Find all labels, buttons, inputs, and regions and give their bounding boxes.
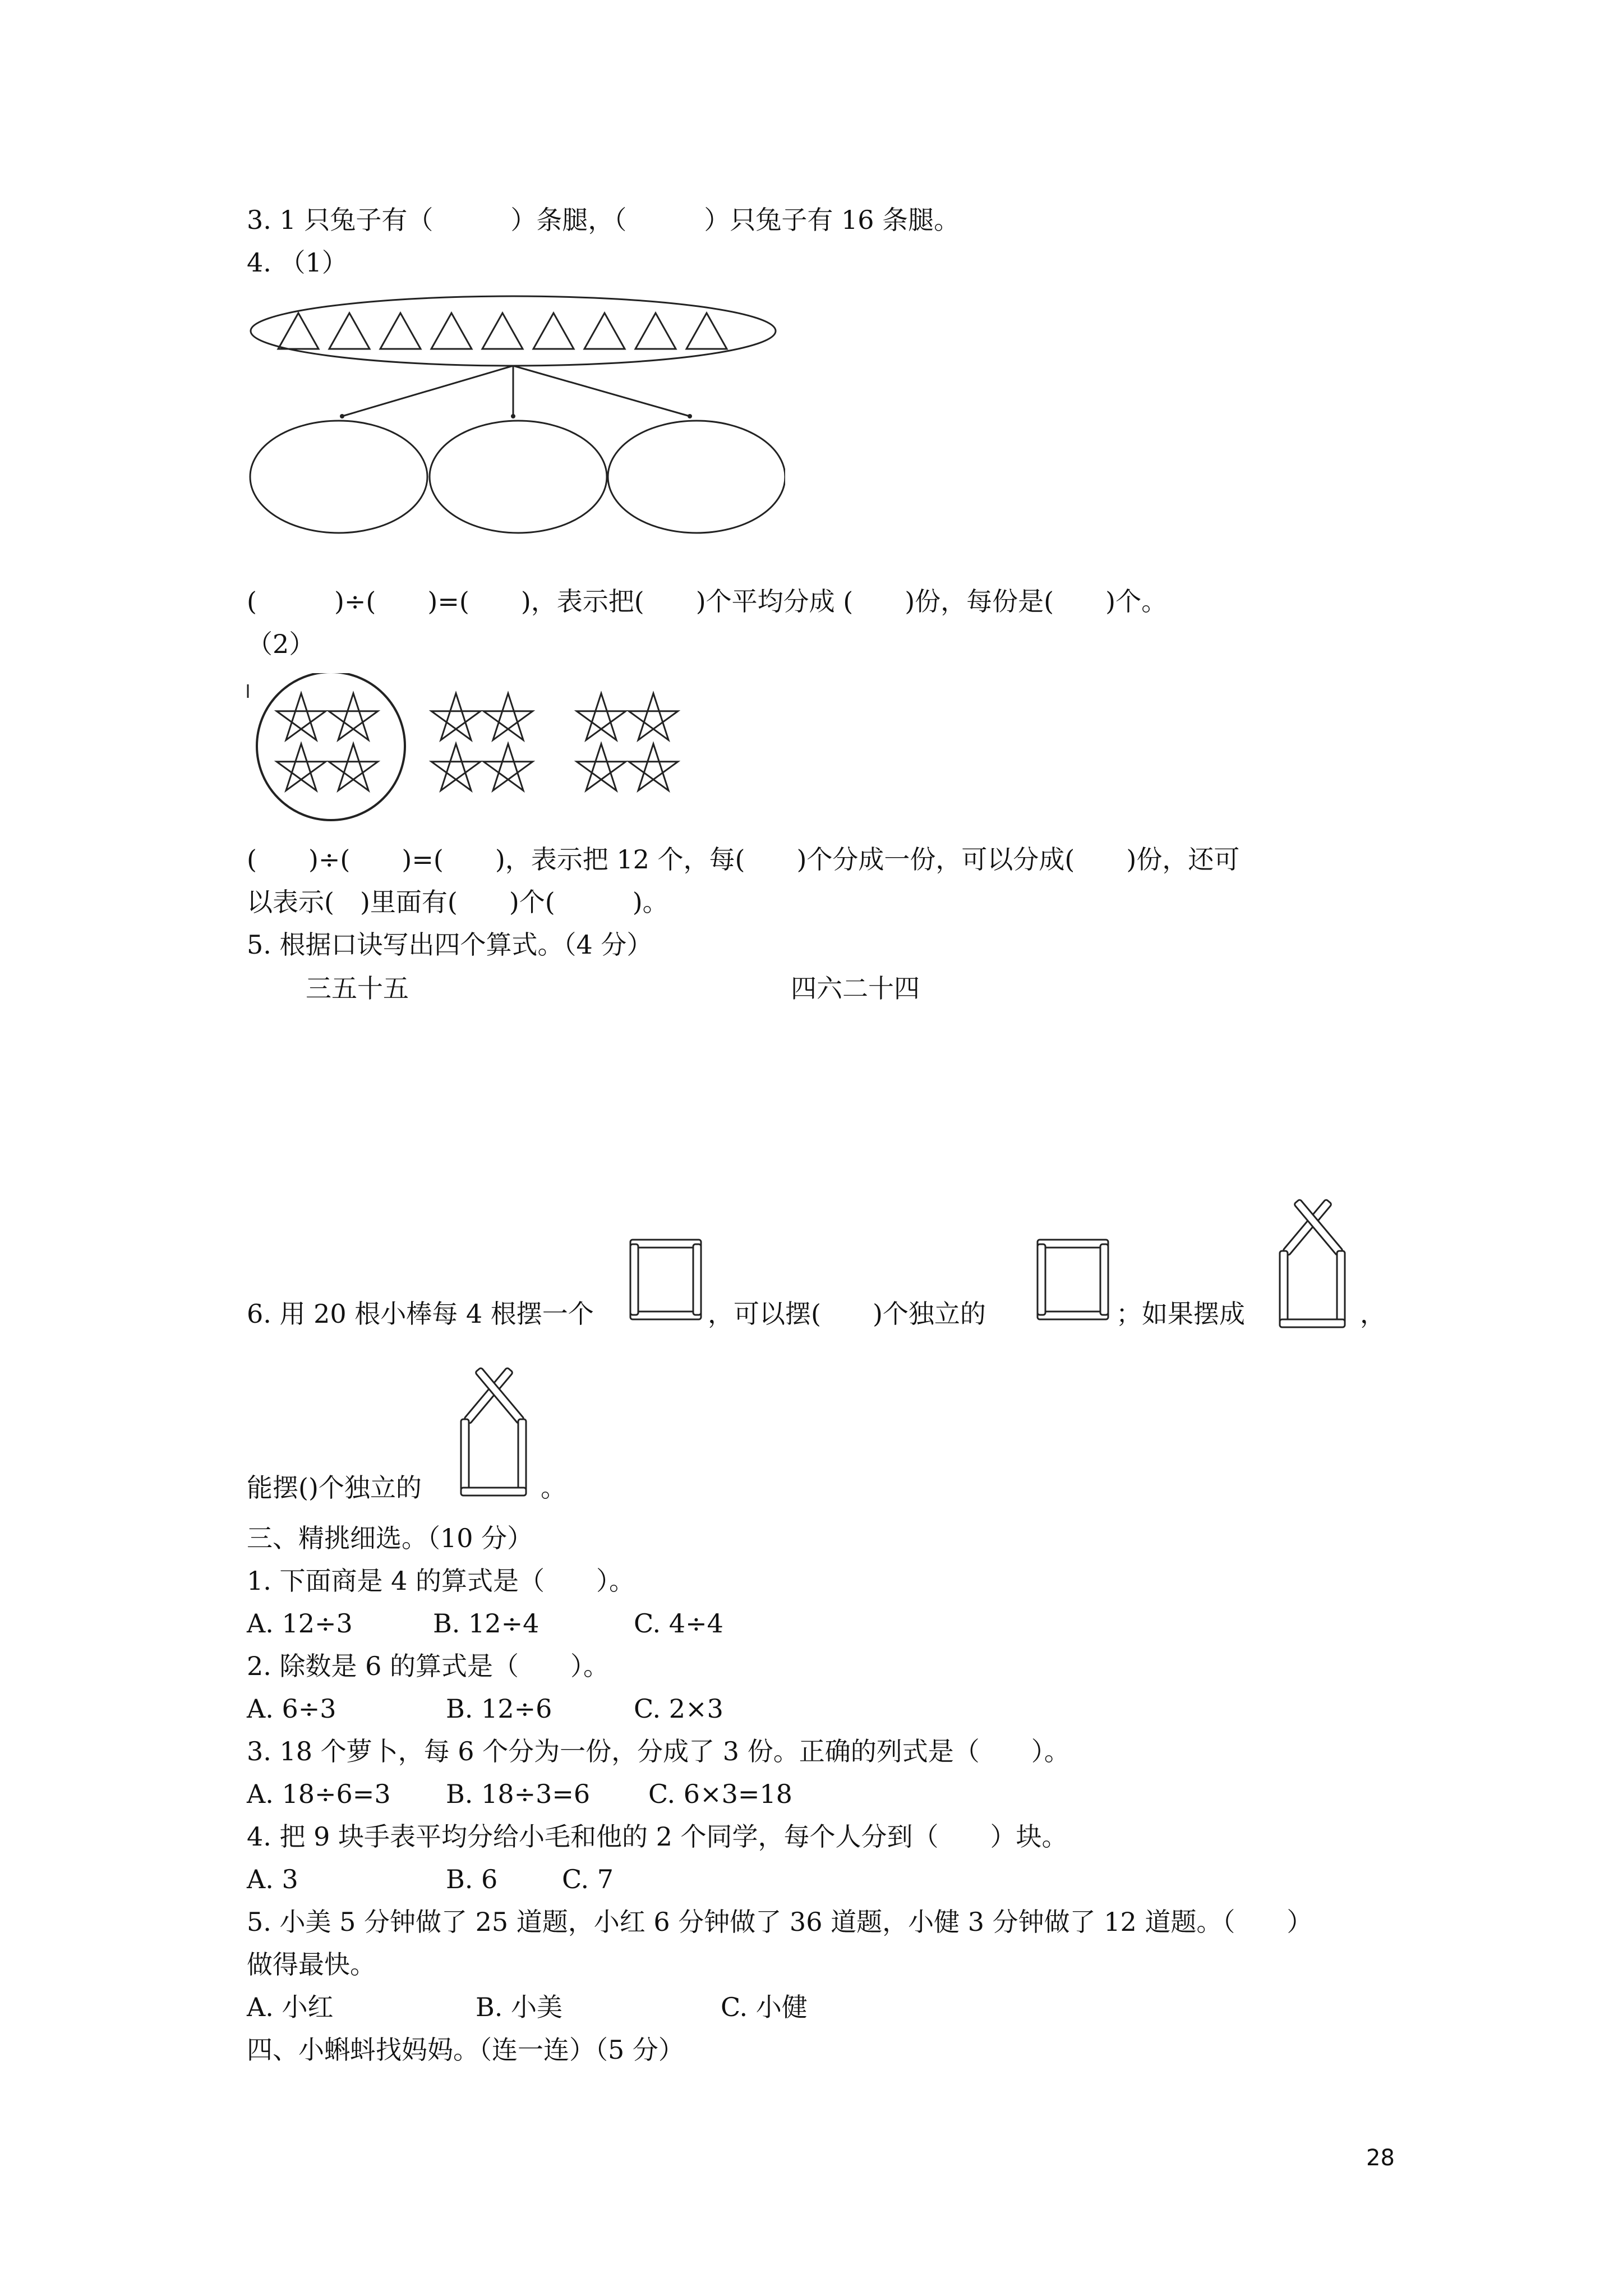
circled-star-shape <box>276 744 325 790</box>
stars <box>276 693 677 790</box>
choice-5-option-b: B. 小美 <box>476 1992 563 2022</box>
choice-5-option-c: C. 小健 <box>721 1992 808 2022</box>
star-shape <box>483 744 532 790</box>
q4-2-fill-in-a: ( )÷( )=( )，表示把 12 个，每( )个分成一份，可以分成( )份，还可 <box>247 844 1240 875</box>
choice-4-option-c: C. 7 <box>562 1864 614 1894</box>
arrow-right <box>513 366 690 416</box>
q6-text-4: ， <box>1360 1299 1386 1329</box>
q4-label: 4. （1） <box>247 247 348 278</box>
house-sticks-icon <box>1267 1189 1357 1335</box>
triangles <box>278 313 727 349</box>
square-sticks-icon <box>1031 1233 1115 1328</box>
choice-4-option-a: A. 3 <box>247 1864 298 1894</box>
triangle-shape <box>278 313 319 349</box>
q4-2-label: （2） <box>247 629 315 659</box>
choice-3-option-b: B. 18÷3=6 <box>446 1779 591 1809</box>
triangle-shape <box>431 313 472 349</box>
choice-5-option-a: A. 小红 <box>247 1992 334 2022</box>
star-shape <box>629 744 677 790</box>
q6-text-3: ；如果摆成 <box>1116 1299 1245 1329</box>
q5-text: 5. 根据口诀写出四个算式。（4 分） <box>247 930 653 960</box>
triangle-division-figure <box>247 292 785 539</box>
circled-star-shape <box>329 693 377 740</box>
empty-group-ellipse <box>430 421 607 533</box>
triangle-shape <box>533 313 574 349</box>
q5-rhyme-2: 四六二十四 <box>791 973 920 1004</box>
q4-1-fill-in: ( )÷( )=( )，表示把( )个平均分成 ( )份，每份是( )个。 <box>247 586 1168 616</box>
choice-4-option-b: B. 6 <box>446 1864 498 1894</box>
star-division-figure <box>247 673 707 830</box>
triangle-shape <box>482 313 523 349</box>
star-shape <box>577 693 625 740</box>
circled-star-shape <box>276 693 325 740</box>
triangle-shape <box>584 313 625 349</box>
q6-text-6: 。 <box>541 1473 566 1503</box>
q6-text-2: ，可以摆( )个独立的 <box>708 1299 986 1329</box>
triangle-shape <box>635 313 676 349</box>
choice-5-question-cont: 做得最快。 <box>247 1949 376 1980</box>
square-sticks-icon <box>624 1233 708 1328</box>
house-sticks-icon <box>449 1358 538 1503</box>
empty-group-ellipse <box>608 421 785 533</box>
star-group-circle <box>257 673 405 820</box>
circled-star-shape <box>329 744 377 790</box>
triangle-shape <box>686 313 727 349</box>
star-shape <box>483 693 532 740</box>
star-shape <box>431 744 480 790</box>
q6-text-1: 6. 用 20 根小棒每 4 根摆一个 <box>247 1299 594 1329</box>
choice-2-option-b: B. 12÷6 <box>446 1694 552 1724</box>
empty-group-ellipse <box>250 421 427 533</box>
choice-4-question: 4. 把 9 块手表平均分给小毛和他的 2 个同学，每个人分到（ ）块。 <box>247 1821 1068 1852</box>
triangle-shape <box>329 313 370 349</box>
choice-1-option-a: A. 12÷3 <box>247 1608 353 1639</box>
star-shape <box>629 693 677 740</box>
q6-text-5: 能摆()个独立的 <box>247 1473 422 1503</box>
section-4-title: 四、小蝌蚪找妈妈。（连一连）（5 分） <box>247 2035 684 2065</box>
choice-1-option-b: B. 12÷4 <box>433 1608 540 1639</box>
triangle-shape <box>380 313 421 349</box>
section-3-title: 三、精挑细选。（10 分） <box>247 1523 533 1553</box>
arrow-left <box>342 366 513 416</box>
choice-2-option-a: A. 6÷3 <box>247 1694 336 1724</box>
choice-3-question: 3. 18 个萝卜，每 6 个分为一份，分成了 3 份。正确的列式是（ ）。 <box>247 1736 1070 1766</box>
page-number: 28 <box>1366 2145 1395 2171</box>
choice-1-question: 1. 下面商是 4 的算式是（ ）。 <box>247 1566 635 1596</box>
q5-rhyme-1: 三五十五 <box>306 973 409 1004</box>
q3-text: 3. 1 只兔子有（ ）条腿，（ ）只兔子有 16 条腿。 <box>247 205 960 235</box>
choice-2-question: 2. 除数是 6 的算式是（ ）。 <box>247 1651 610 1681</box>
choice-5-question: 5. 小美 5 分钟做了 25 道题，小红 6 分钟做了 36 道题，小健 3 分钟做了 12 道题。（ ） <box>247 1907 1313 1937</box>
star-shape <box>431 693 480 740</box>
q4-2-fill-in-b: 以表示( )里面有( )个( )。 <box>247 887 668 917</box>
choice-3-option-c: C. 6×3=18 <box>648 1779 792 1809</box>
star-shape <box>577 744 625 790</box>
choice-2-option-c: C. 2×3 <box>634 1694 723 1724</box>
choice-1-option-c: C. 4÷4 <box>634 1608 723 1639</box>
choice-3-option-a: A. 18÷6=3 <box>247 1779 391 1809</box>
